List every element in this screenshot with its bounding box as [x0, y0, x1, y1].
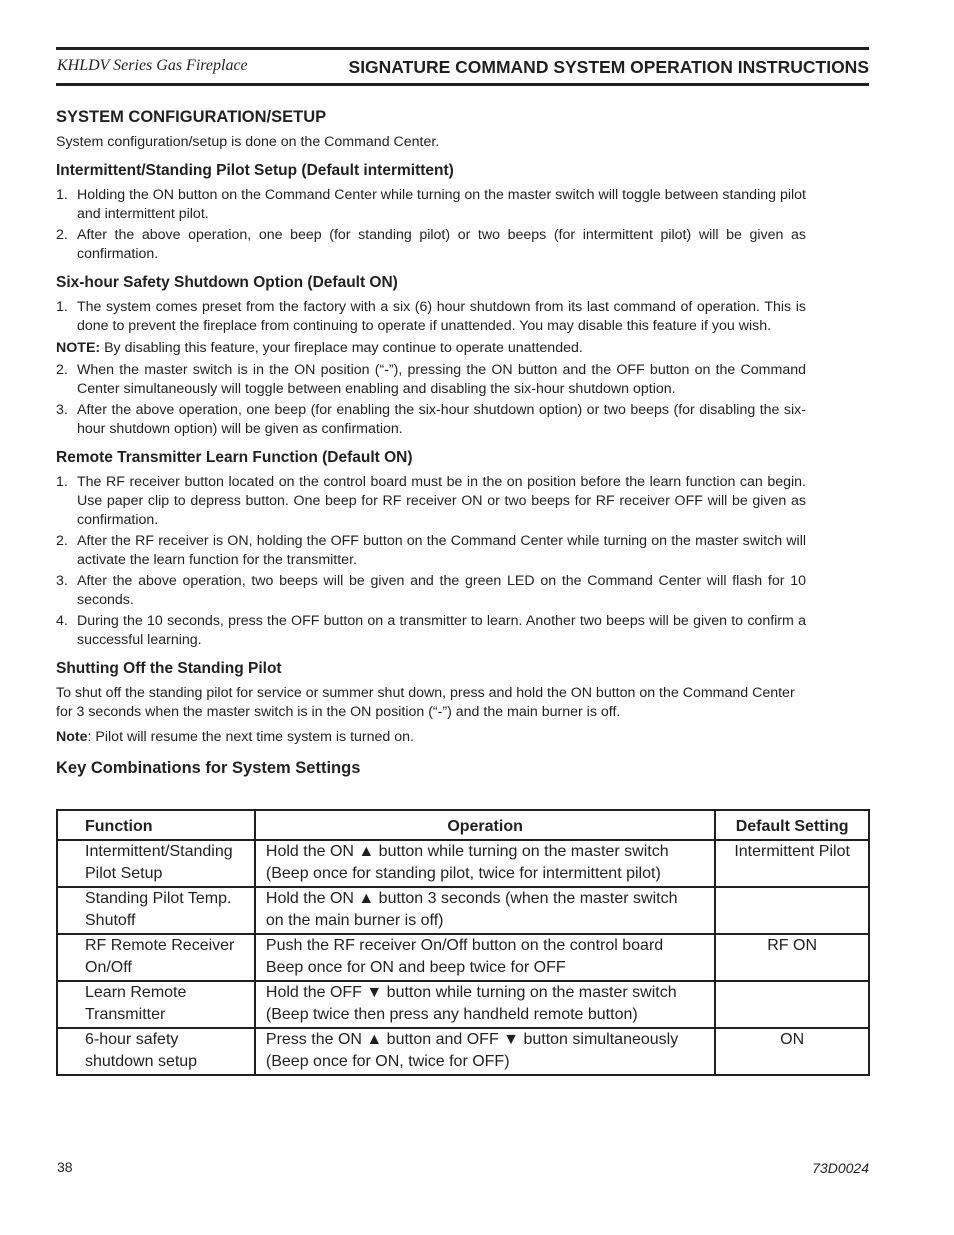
cell-function: RF Remote Receiver On/Off — [57, 934, 255, 981]
key-combinations-heading: Key Combinations for System Settings — [56, 759, 361, 777]
standing-pilot-note: Note: Pilot will resume the next time system is turned on. — [56, 729, 414, 745]
header-product-name: KHLDV Series Gas Fireplace — [57, 57, 248, 74]
header-default-setting: Default Setting — [715, 810, 869, 840]
list-item: 2. When the master switch is in the ON position (“-”), pressing the ON button and the OFF button on the Command Center simultaneously will toggle between enabling and disabling the six-hour shutdown option. — [56, 362, 806, 397]
table-row — [57, 1028, 869, 1075]
remote-heading: Remote Transmitter Learn Function (Default ON) — [56, 449, 413, 466]
key-combinations-table — [56, 809, 870, 1076]
intro-text: System configuration/setup is done on the Command Center. — [56, 134, 440, 150]
header-rule-bottom — [56, 83, 869, 86]
list-item: 3. After the above operation, two beeps will be given and the green LED on the Command Center will flash for 10 seconds. — [56, 573, 806, 608]
cell-function: 6-hour safety shutdown setup — [57, 1028, 255, 1075]
list-item: 2. After the RF receiver is ON, holding the OFF button on the Command Center while turning on the master switch will activate the learn function for the transmitter. — [56, 533, 806, 568]
main-content — [56, 108, 806, 778]
remote-list — [56, 473, 806, 650]
list-item: 1. Holding the ON button on the Command Center while turning on the master switch will toggle between standing pilot and intermittent pilot. — [56, 187, 806, 222]
document-id: 73D0024 — [812, 1160, 869, 1176]
standing-pilot-text: To shut off the standing pilot for service or summer shut down, press and hold the ON button on the Command Center for 3 seconds when the master switch is in the ON position (“-”) and the main burner is off. — [56, 685, 795, 720]
header-section-title: SIGNATURE COMMAND SYSTEM OPERATION INSTRUCTIONS — [348, 57, 869, 77]
cell-operation: Hold the ON ▲ button 3 seconds (when the master switch on the main burner is off) — [255, 887, 715, 934]
header-operation: Operation — [255, 810, 715, 840]
cell-function: Intermittent/Standing Pilot Setup — [57, 840, 255, 887]
cell-operation: Push the RF receiver On/Off button on the control board Beep once for ON and beep twice for OFF — [255, 934, 715, 981]
table-row — [57, 934, 869, 981]
cell-default — [715, 887, 869, 934]
table-row — [57, 981, 869, 1028]
shutdown-note: NOTE: By disabling this feature, your fireplace may continue to operate unattended. — [56, 340, 583, 356]
cell-operation: Hold the ON ▲ button while turning on the master switch (Beep once for standing pilot, twice for intermittent pilot) — [255, 840, 715, 887]
list-item: 2. After the above operation, one beep (for standing pilot) or two beeps (for intermittent pilot) will be given as confirmation. — [56, 227, 806, 262]
list-item: 1. The RF receiver button located on the control board must be in the on position before the learn function can begin. Use paper clip to depress button. One beep for RF receiver ON or two beeps for RF receiver OFF will be given as confirmation. — [56, 474, 806, 528]
cell-function: Learn Remote Transmitter — [57, 981, 255, 1028]
cell-operation: Press the ON ▲ button and OFF ▼ button simultaneously (Beep once for ON, twice for OFF) — [255, 1028, 715, 1075]
page-number: 38 — [57, 1159, 73, 1175]
table-row — [57, 887, 869, 934]
cell-function: Standing Pilot Temp. Shutoff — [57, 887, 255, 934]
cell-default: RF ON — [715, 934, 869, 981]
cell-default: ON — [715, 1028, 869, 1075]
standing-pilot-heading: Shutting Off the Standing Pilot — [56, 660, 282, 677]
list-item: 3. After the above operation, one beep (for enabling the six-hour shutdown option) or two beeps (for disabling the six-hour shutdown option) will be given as confirmation. — [56, 402, 806, 437]
pilot-setup-list — [56, 186, 806, 264]
shutdown-heading: Six-hour Safety Shutdown Option (Default ON) — [56, 274, 398, 291]
header-rule-top — [56, 47, 869, 50]
cell-default: Intermittent Pilot — [715, 840, 869, 887]
table-header-row — [57, 810, 869, 840]
shutdown-list-1 — [56, 298, 806, 336]
list-item: 4. During the 10 seconds, press the OFF button on a transmitter to learn. Another two beeps will be given to confirm a successful learning. — [56, 613, 806, 648]
cell-operation: Hold the OFF ▼ button while turning on the master switch (Beep twice then press any handheld remote button) — [255, 981, 715, 1028]
cell-default — [715, 981, 869, 1028]
list-item: 1. The system comes preset from the factory with a six (6) hour shutdown from its last command of operation. This is done to prevent the fireplace from continuing to operate if unattended. You may disable this feature if you wish. — [56, 299, 806, 334]
pilot-setup-heading: Intermittent/Standing Pilot Setup (Default intermittent) — [56, 162, 454, 179]
table-row — [57, 840, 869, 887]
shutdown-list-2 — [56, 361, 806, 439]
header-function: Function — [57, 810, 255, 840]
section-title: SYSTEM CONFIGURATION/SETUP — [56, 108, 327, 126]
